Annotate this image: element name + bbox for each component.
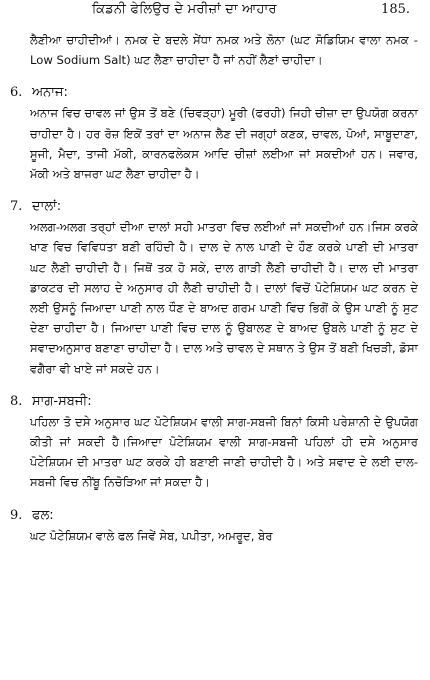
section-title: ਦਾਲਾਂ: — [32, 199, 62, 215]
section-heading-grains — [0, 83, 430, 102]
section-number: 6. — [10, 85, 23, 101]
section-title: ਅਨਾਜ: — [32, 85, 68, 101]
page-header — [0, 2, 430, 24]
section-number: 9. — [10, 507, 23, 523]
section-paragraph-pulses: ਅਲਗ-ਅਲਗ ਤਰ੍ਹਾਂ ਦੀਆ ਦਾਲਾਂ ਸਹੀ ਮਾਤਰਾ ਵਿਚ ਲਈਆਂ ਜਾਂ ਸਕਦੀਆਂ ਹਨ।ਜਿਸ ਕਰਕੇ ਖਾਣ ਵਿਚ ਵਿਵਿਧਤਾ ਬਣੀ ਰਹਿੰਦੀ ਹੈ। ਦਾਲ ਦੇ ਨਾਲ ਪਾਣੀ ਦੇ ਹੌਣ ਕਰਕੇ ਪਾਣੀ ਦੀ ਮਾਤਰਾ ਘਟ ਲੈਣੀ ਚਾਹੀਦੀ ਹੈ। ਜਿਥੋਂ ਤਕ ਹੋ ਸਕੇ, ਦਾਲ ਗਾੜੀ ਲੈਣੀ ਚਾਹੀਦੀ ਹੈ। ਦਾਲ ਦੀ ਮਾਤਰਾ ਡਾਕਟਰ ਦੀ ਸਲਾਹ ਦੇ ਅਨੁਸਾਰ ਹੀ ਲੈਣੀ ਚਾਹੀਦੀ ਹੈ। ਦਾਲਾਂ ਵਿਚੋਂ ਪੋਟੇਸ਼ਿਯਮ ਘਟ ਕਰਨ ਦੇ ਲਈ ਉਸਨੂੰ ਜਿਆਦਾ ਪਾਣੀ ਨਾਲ ਧੌਣ ਦੇ ਬਾਅਦ ਗਰਮ ਪਾਣੀ ਵਿਚ ਭਿਗੋਂ ਕੇ ਉਸ ਪਾਣੀ ਨੂੰ ਸੁਟ ਦੇਣਾ ਚਾਹੀਦਾ ਹੈ। ਜਿਆਦਾ ਪਾਣੀ ਵਿਚ ਦਾਲ ਨੂੰ ਉਬਾਲਣ ਦੇ ਬਾਅਦ ਉਬਲੇ ਪਾਣੀ ਨੂੰ ਸੁਟ ਦੇ ਸਵਾਦਅਨੁਸਾਰ ਬਣਾਣਾ ਚਾਹੀਦਾ ਹੈ। ਦਾਲ ਅਤੇ ਚਾਵਲ ਦੇ ਸਥਾਨ ਤੇ ਉਸ ਤੋਂ ਬਣੀ ਖਿਚੜੀ, ਡੋਸਾ ਵਗੈਰਾ ਵੀ ਖਾਏ ਜਾਂ ਸਕਦੇ ਹਨ। — [30, 220, 418, 376]
intro-paragraph: ਲੈਣੀਆ ਚਾਹੀਦੀਆਂ। ਨਮਕ ਦੇ ਬਦਲੇ ਸੇਂਧਾ ਨਮਕ ਅਤੇ ਲੋਨਾ (ਘਟ ਸੋਡਿਯਿਮ ਵਾਲਾ ਨਮਕ - Low Sodium Salt) ਘਟ ਲੈਣਾ ਚਾਹੀਦਾ ਹੈ ਜਾਂ ਨਹੀਂ ਲੈਣਾਂ ਚਾਹੀਦਾ। — [30, 33, 418, 68]
running-title: ਕਿਡਨੀ ਫੇਲਿਉਰ ਦੇ ਮਰੀਜ਼ਾਂ ਦਾ ਆਹਾਰ — [92, 2, 277, 17]
spacer — [0, 70, 430, 77]
section-number: 8. — [10, 393, 23, 409]
spacer — [0, 493, 430, 500]
spacer — [0, 379, 430, 386]
section-heading-pulses — [0, 197, 430, 216]
section-number: 7. — [10, 199, 23, 215]
spacer — [0, 184, 430, 191]
page-number: 185. — [381, 2, 410, 17]
section-title: ਫਲ: — [32, 507, 54, 523]
section-paragraph-vegetables: ਪਹਿਲਾ ਤੋ ਦਸੇ ਅਨੁਸਾਰ ਘਟ ਪੋਟੇਸ਼ਿਯਮ ਵਾਲੀ ਸਾਗ-ਸਬਜੀ ਬਿਨਾਂ ਕਿਸੀ ਪਰੇਸ਼ਾਨੀ ਦੇ ਉਪਯੋਗ ਕੀਤੀ ਜਾਂ ਸਕਦੀ ਹੈ।ਜਿਆਦਾ ਪੋਟੇਸ਼ਿਯਮ ਵਾਲੀ ਸਾਗ-ਸਬਜੀ ਪਹਿਲਾਂ ਹੀ ਦਸੇ ਅਨੁਸਾਰ ਪੋਟੇਸ਼ਿਯਮ ਦੀ ਮਾਤਰਾ ਘਟ ਕਰਕੇ ਹੀ ਬਣਾਈ ਜਾਣੀ ਚਾਹੀਦੀ ਹੈ। ਅਤੇ ਸਵਾਦ ਦੇ ਲਈ ਦਾਲ-ਸਬਜੀ ਵਿਚ ਨੀਂਬੂ ਨਿਚੋੜਿਆ ਜਾਂ ਸਕਦਾ ਹੈ। — [30, 414, 418, 490]
section-heading-fruits — [0, 506, 430, 525]
section-paragraph-grains: ਅਨਾਜ ਵਿਚ ਚਾਵਲ ਜਾਂ ਉਸ ਤੋਂ ਬਣੇ (ਚਿਵੜ੍ਹਾ) ਮੂਰੀ (ਫਰਹੀ) ਜਿਹੀ ਚੀਜ਼ਾ ਦਾ ਉਪਯੋਗ ਕਰਨਾ ਚਾਹੀਦਾ ਹੈ। ਹਰ ਰੋਜ਼ ਇਕੋਂ ਤਰਾਂ ਦਾ ਅਨਾਜ ਲੈਣ ਦੀ ਜਗ੍ਹਾਂ ਕਣਕ, ਚਾਵਲ, ਪੋਆਂ, ਸਾਬੂਦਾਣਾ, ਸੂਜੀ, ਮੈਦਾ, ਤਾਜੀ ਮੱਕੀ, ਕਾਰਨਫਲੇਕਸ ਆਦਿ ਚੀਜ਼ਾਂ ਲਈਆ ਜਾਂ ਸਕਦੀਆਂ ਹਨ। ਜਵਾਰ, ਮੱਕੀ ਅਤੇ ਬਾਜਰਾ ਘਟ ਲੈਣਾ ਚਾਹੀਦਾ ਹੈ। — [30, 106, 418, 182]
section-heading-vegetables — [0, 392, 430, 411]
section-title: ਸਾਗ-ਸਬਜੀ: — [32, 393, 92, 409]
page-body — [0, 30, 430, 546]
section-paragraph-fruits: ਘਟ ਪੋਟੇਸ਼ਿਯਮ ਵਾਲੇ ਫਲ ਜਿਵੇਂ ਸੇਬ, ਪਪੀਤਾ, ਅਮਰੂਦ, ਬੇਰ — [30, 528, 273, 543]
